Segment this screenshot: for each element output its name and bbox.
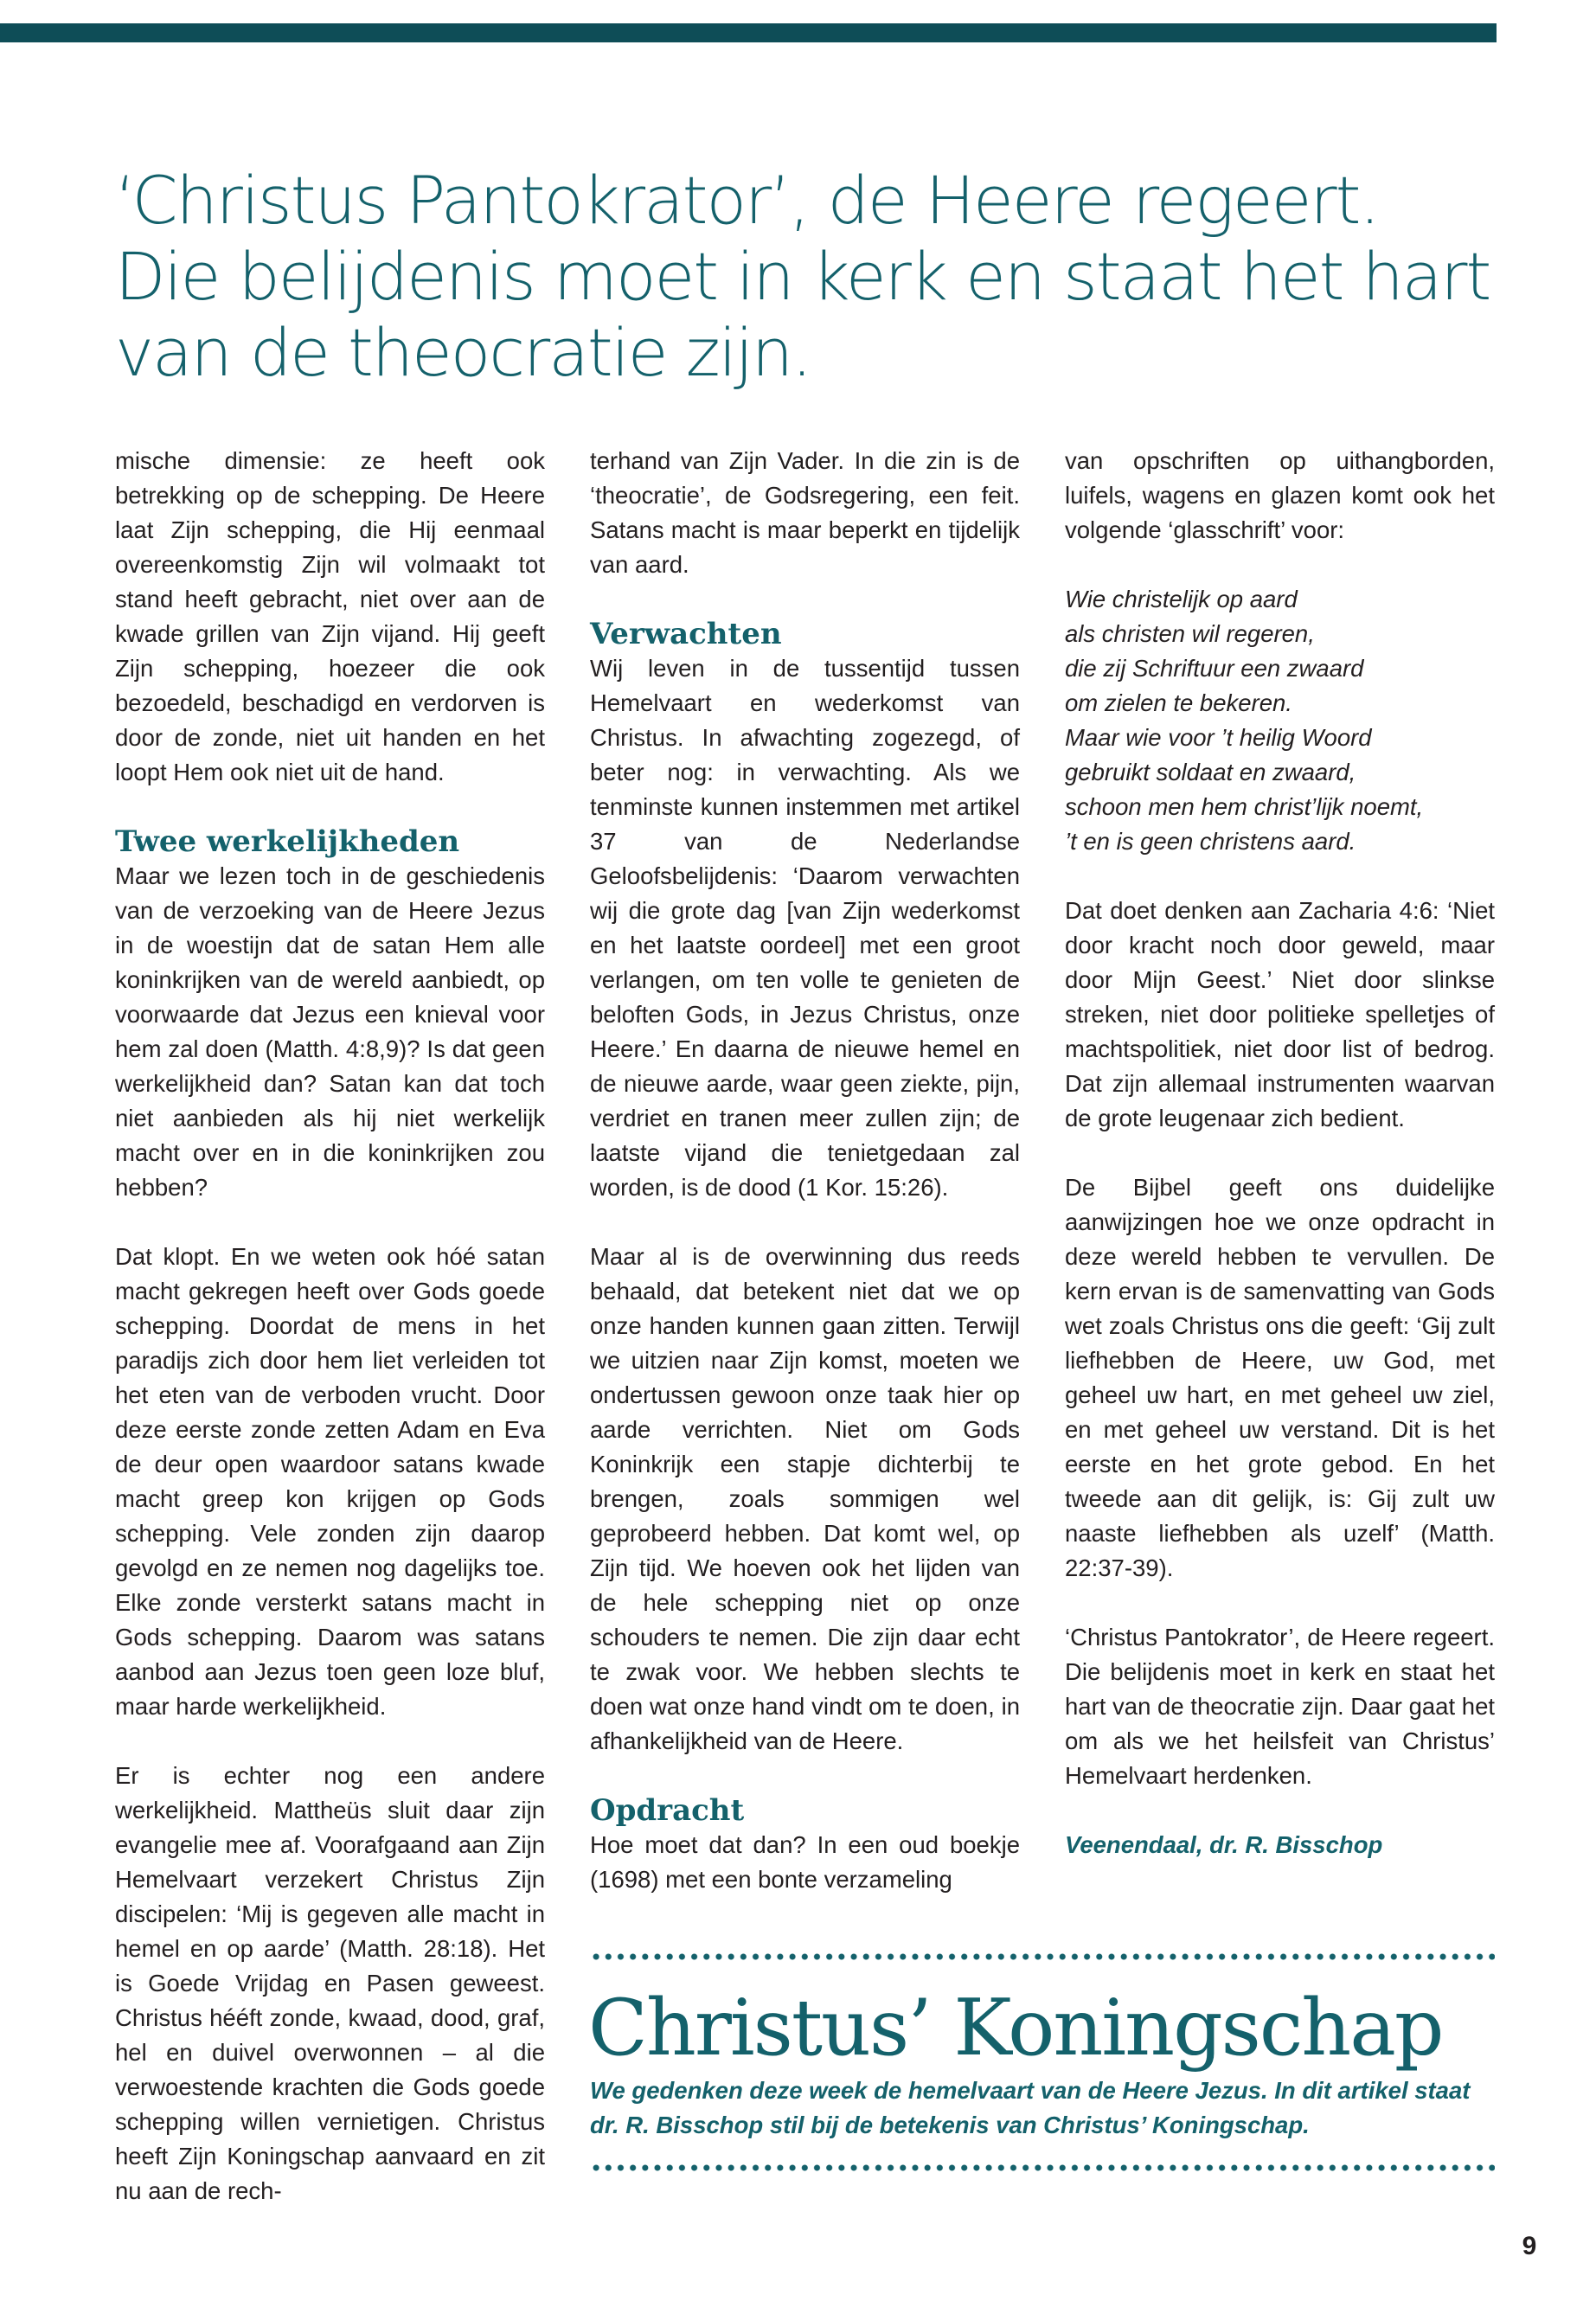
page-number: 9 <box>1522 2232 1537 2260</box>
poem-line: Maar wie voor ’t heilig Woord <box>1065 724 1372 751</box>
poem-line: die zij Schriftuur een zwaard <box>1065 655 1364 682</box>
subheading-opdracht: Opdracht <box>590 1793 745 1828</box>
poem-line: als christen wil regeren, <box>1065 620 1315 647</box>
author-signature: Veenendaal, dr. R. Bisschop <box>1065 1831 1383 1858</box>
paragraph: De Bijbel geeft ons duidelijke aanwijzingen hoe we onze opdracht in deze wereld hebben te vervullen. De kern ervan is de samenvatting van Gods wet zoals Christus ons die geeft: ‘Gij zult liefhebben de Heere, uw God, met geheel uw hart, en met geheel uw ziel, en met geheel uw verstand. Dit is het eerste en het grote gebod. En het tweede aan dit gelijk, is: Gij zult uw naaste liefhebben als uzelf’ (Matth. 22:37-39). <box>1065 1174 1495 1581</box>
paragraph: mische dimensie: ze heeft ook betrekking op de schepping. De Heere laat Zijn schepping, die Hij eenmaal overeenkomstig Zijn wil volmaakt tot stand heeft gebracht, niet over aan de kwade grillen van Zijn vijand. Hij geeft Zijn schepping, hoezeer die ook bezoedeld, beschadigd en verdorven is door de zonde, niet uit handen en het loopt Hem ook niet uit de hand. <box>115 447 545 785</box>
poem-line: schoon men hem christ’lijk noemt, <box>1065 793 1424 820</box>
feature-intro-line-1: We gedenken deze week de hemelvaart van de Heere Jezus. In dit artikel staat <box>590 2077 1471 2104</box>
pull-quote-line-2: Die belijdenis moet in kerk en staat het hart <box>115 238 1490 315</box>
subheading-verwachten: Verwachten <box>590 617 782 651</box>
dotted-divider-top <box>590 1953 1495 1960</box>
poem-line: om zielen te bekeren. <box>1065 689 1292 716</box>
article-column-2 <box>590 444 1020 1897</box>
pull-quote <box>115 163 1516 391</box>
poem-line: Wie christelijk op aard <box>1065 586 1298 612</box>
poem <box>1065 582 1495 859</box>
paragraph: Maar we lezen toch in de geschiedenis van de verzoeking van de Heere Jezus in de woestijn dat de satan Hem alle koninkrijken van de wereld aanbiedt, op voorwaarde dat Jezus een knieval voor hem zal doen (Matth. 4:8,9)? Is dat geen werkelijkheid dan? Satan kan dat toch niet aanbieden als hij niet werkelijk macht over en in die koninkrijken zou hebben? <box>115 862 545 1201</box>
article-column-1 <box>115 444 545 2208</box>
dotted-divider-bottom <box>590 2164 1495 2171</box>
paragraph: ‘Christus Pantokrator’, de Heere regeert. Die belijdenis moet in kerk en staat het hart van de theocratie zijn. Daar gaat het om als we het heilsfeit van Christus’ Hemelvaart herdenken. <box>1065 1624 1495 1789</box>
feature-title: Christus’ Koningschap <box>588 1983 1443 2073</box>
paragraph: van opschriften op uithangborden, luifels, wagens en glazen komt ook het volgende ‘glasschrift’ voor: <box>1065 447 1495 543</box>
paragraph: Dat doet denken aan Zacharia 4:6: ‘Niet door kracht noch door geweld, maar door Mijn Geest.’ Niet door slinkse streken, niet door politieke spelletjes of machtspolitiek, niet door list of bedrog. Dat zijn allemaal instrumenten waarvan de grote leugenaar zich bedient. <box>1065 897 1495 1131</box>
feature-intro <box>590 2073 1507 2143</box>
subheading-twee-werkelijkheden: Twee werkelijkheden <box>115 824 460 859</box>
paragraph: Er is echter nog een andere werkelijkheid. Mattheüs sluit daar zijn evangelie mee af. Voorafgaand aan Zijn Hemelvaart verzekert Christus Zijn discipelen: ‘Mij is gegeven alle macht in hemel en op aarde’ (Matth. 28:18). Het is Goede Vrijdag en Pasen geweest. Christus hééft zonde, kwaad, dood, graf, hel en duivel overwonnen – al die verwoestende krachten die Gods goede schepping willen vernietigen. Christus heeft Zijn Koningschap aanvaard en zit nu aan de rech- <box>115 1762 545 2204</box>
pull-quote-line-1: ‘Christus Pantokrator’, de Heere regeert. <box>115 162 1379 239</box>
paragraph: terhand van Zijn Vader. In die zin is de ‘theocratie’, de Godsregering, een feit. Satans macht is maar beperkt en tijdelijk van aard. <box>590 447 1020 578</box>
paragraph: Wij leven in de tussentijd tussen Hemelvaart en wederkomst van Christus. In afwachting zogezegd, of beter nog: in verwachting. Als we tenminste kunnen instemmen met artikel 37 van de Nederlandse Geloofsbelijdenis: ‘Daarom verwachten wij die grote dag [van Zijn wederkomst en het laatste oordeel] met een groot verlangen, om ten volle te genieten de beloften Gods, in Jezus Christus, onze Heere.’ En daarna de nieuwe hemel en de nieuwe aarde, waar geen ziekte, pijn, verdriet en tranen meer zullen zijn; de laatste vijand die tenietgedaan zal worden, is de dood (1 Kor. 15:26). <box>590 655 1020 1201</box>
poem-line: gebruikt soldaat en zwaard, <box>1065 759 1356 785</box>
article-column-3 <box>1065 444 1495 1862</box>
poem-line: ’t en is geen christens aard. <box>1065 828 1356 855</box>
pull-quote-line-3: van de theocratie zijn. <box>115 314 811 391</box>
top-accent-bar <box>0 23 1497 42</box>
paragraph: Maar al is de overwinning dus reeds behaald, dat betekent niet dat we op onze handen kunnen gaan zitten. Terwijl we uitzien naar Zijn komst, moeten we ondertussen gewoon onze taak hier op aarde verrichten. Niet om Gods Koninkrijk een stapje dichterbij te brengen, zoals sommigen wel geprobeerd hebben. Dat komt wel, op Zijn tijd. We hoeven ook het lijden van de hele schepping niet op onze schouders te nemen. Die zijn daar echt te zwak voor. We hebben slechts te doen wat onze hand vindt om te doen, in afhankelijkheid van de Heere. <box>590 1243 1020 1754</box>
paragraph: Hoe moet dat dan? In een oud boekje (1698) met een bonte verzameling <box>590 1831 1020 1893</box>
feature-intro-line-2: dr. R. Bisschop stil bij de betekenis van Christus’ Koningschap. <box>590 2112 1310 2138</box>
paragraph: Dat klopt. En we weten ook hóé satan macht gekregen heeft over Gods goede schepping. Doordat de mens in het paradijs zich door hem liet verleiden tot het eten van de verboden vrucht. Door deze eerste zonde zetten Adam en Eva de deur open waardoor satans kwade macht greep kon krijgen op Gods schepping. Vele zonden zijn daarop gevolgd en ze nemen nog dagelijks toe. Elke zonde versterkt satans macht in Gods schepping. Daarom was satans aanbod aan Jezus toen geen loze bluf, maar harde werkelijkheid. <box>115 1243 545 1720</box>
